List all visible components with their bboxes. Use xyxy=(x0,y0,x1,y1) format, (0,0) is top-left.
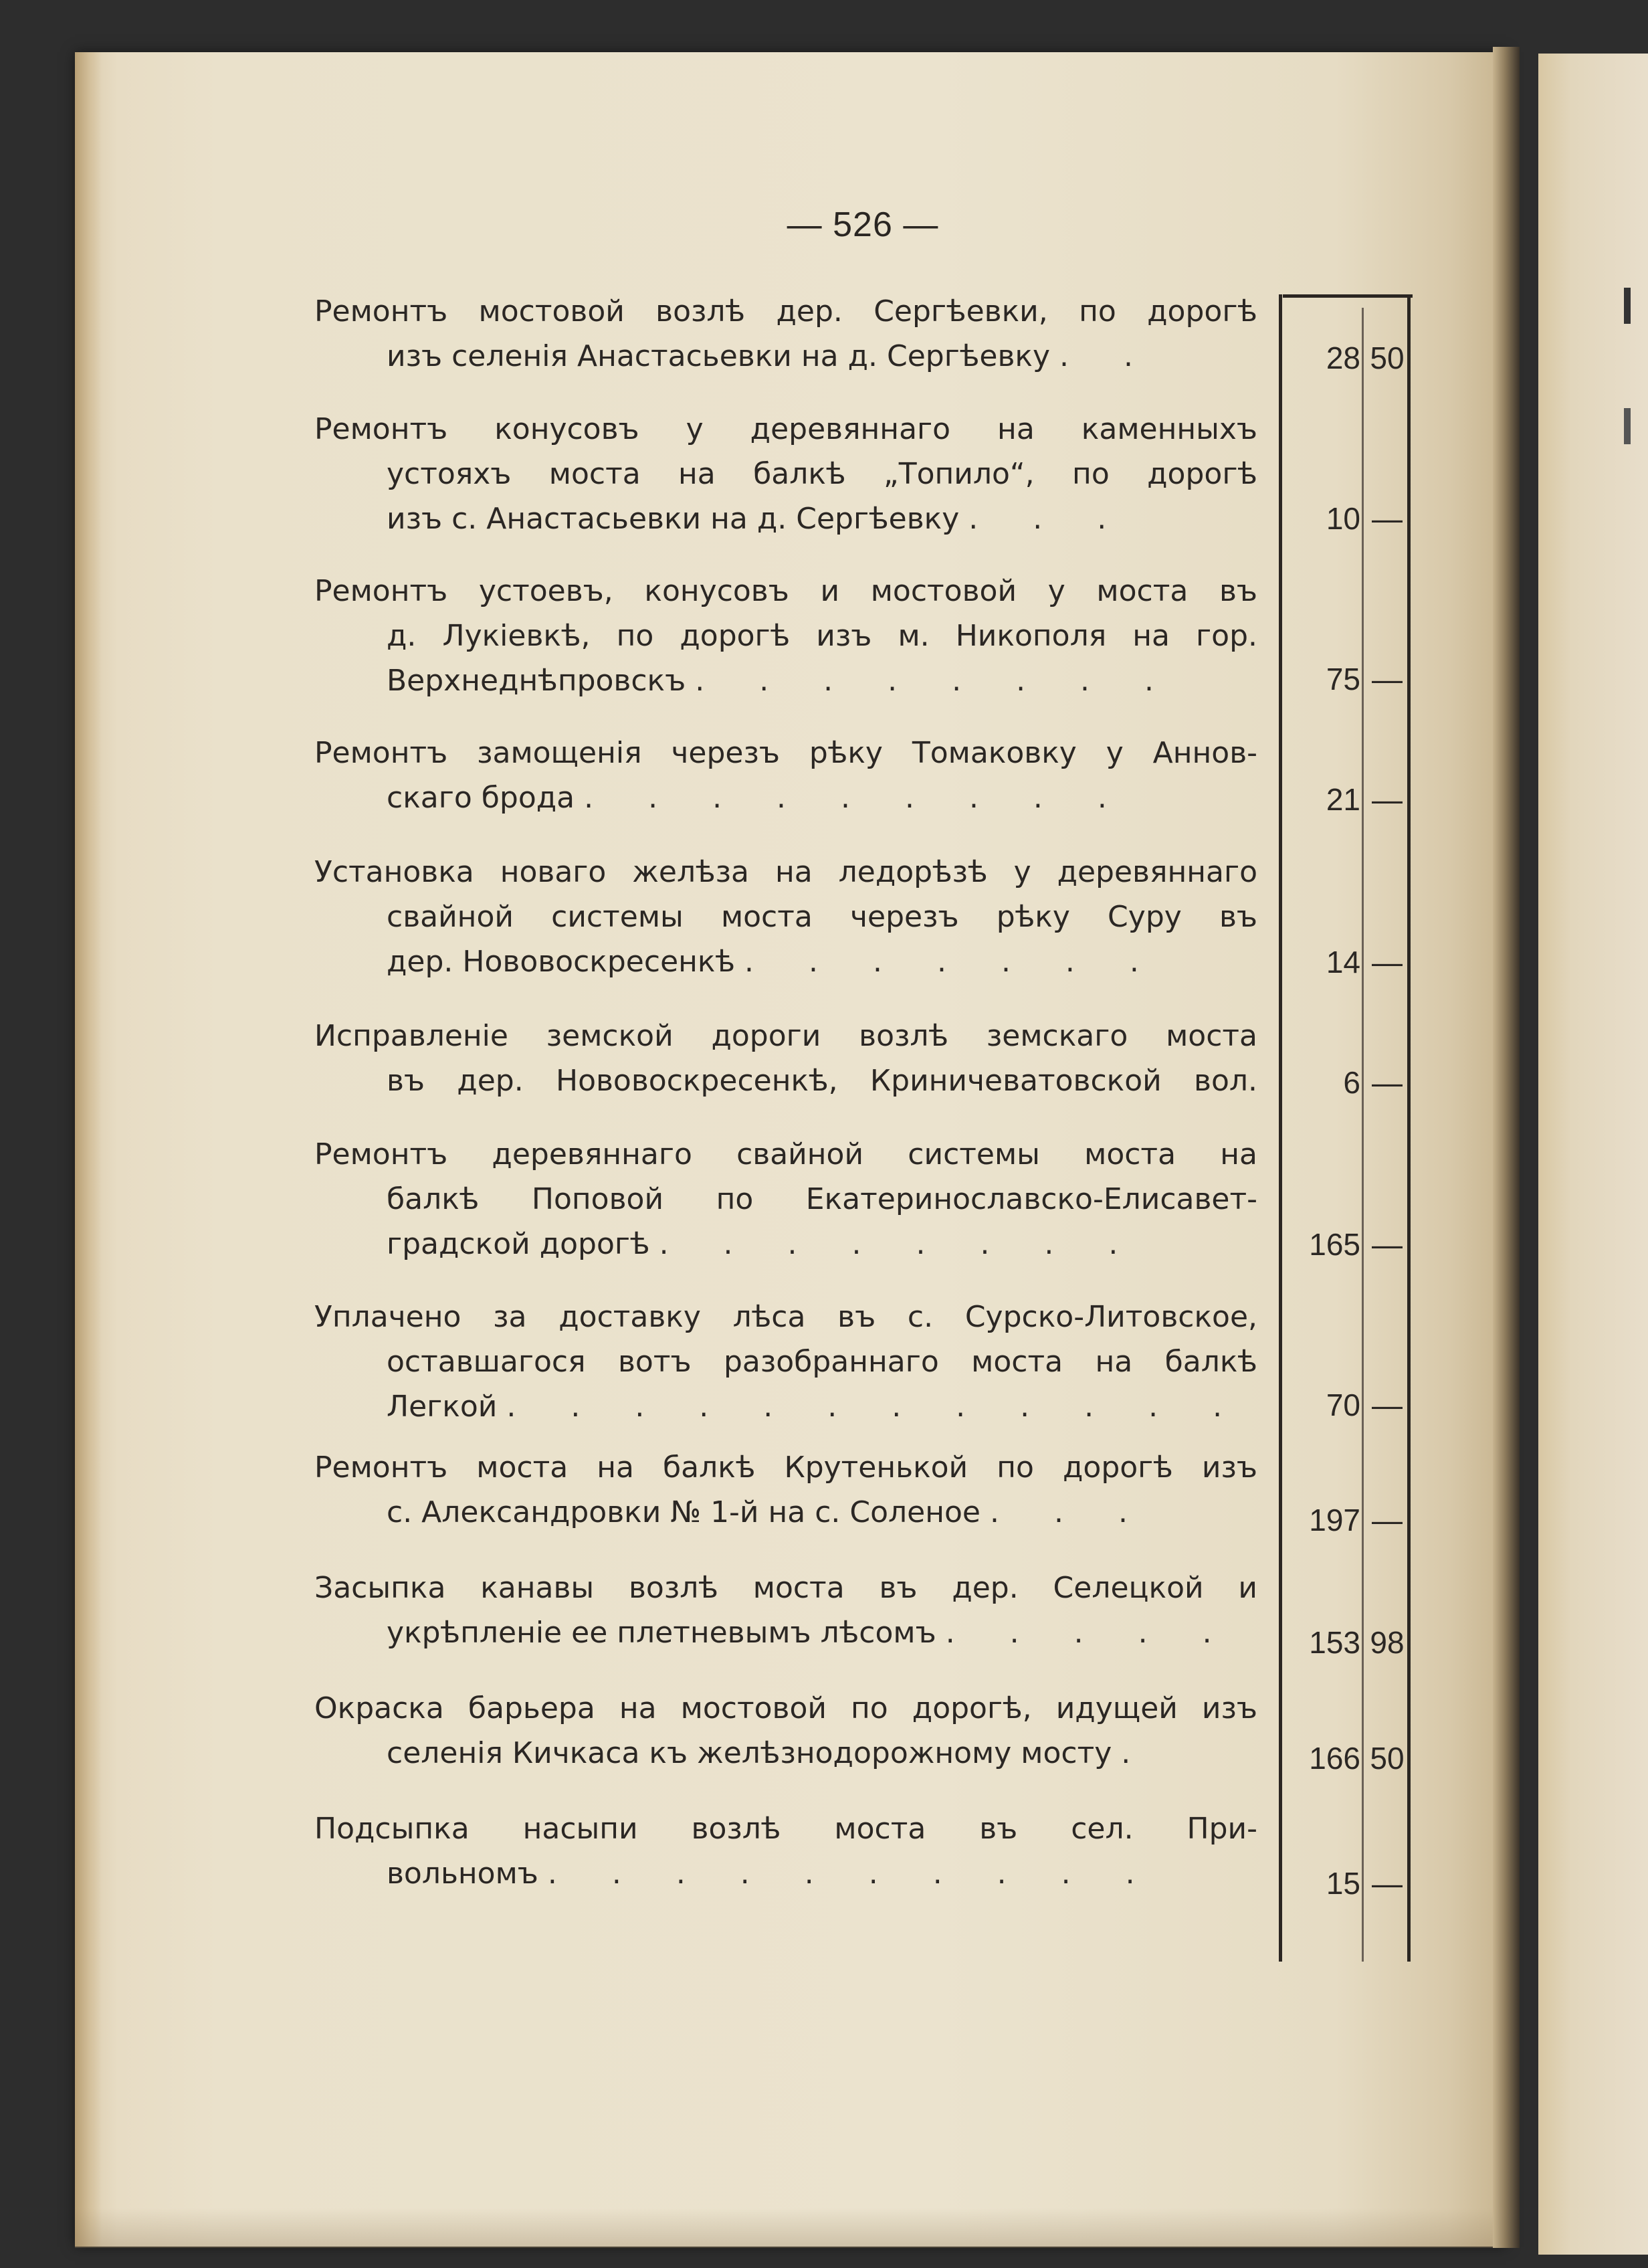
dot-leader: . . . . . . . . . . xyxy=(547,1857,1158,1891)
amount-kopecks: — xyxy=(1372,782,1403,817)
entry-text-line: свайной системы моста черезъ рѣку Суру въ xyxy=(387,900,1257,934)
amount-kopecks: — xyxy=(1372,1866,1403,1901)
amount xyxy=(1271,942,1411,982)
expense-entry xyxy=(314,1566,1257,1655)
expense-entry xyxy=(314,1686,1257,1776)
amount-kopecks: 98 xyxy=(1370,1625,1405,1660)
entry-text-line: Верхнеднѣпровскъ . . . . . . . . xyxy=(387,664,1177,698)
amount-kopecks: — xyxy=(1372,501,1403,536)
amount-kopecks: — xyxy=(1372,1065,1403,1100)
amount-rubles: 21 xyxy=(1326,782,1360,817)
amount-rubles: 6 xyxy=(1343,1065,1360,1100)
amount-rubles: 197 xyxy=(1309,1503,1360,1537)
amount xyxy=(1271,1385,1411,1425)
amount xyxy=(1271,338,1411,378)
amount-rubles: 75 xyxy=(1326,662,1360,696)
amount-kopecks: — xyxy=(1372,945,1403,979)
entry-text-line: оставшагося вотъ разобраннаго моста на балкѣ xyxy=(387,1345,1257,1379)
entry-text-line: изъ селенія Анастасьевки на д. Сергѣевку . . xyxy=(387,339,1156,373)
entry-text-line: балкѣ Поповой по Екатеринославско-Елисавет- xyxy=(387,1182,1257,1216)
expense-entry xyxy=(314,1445,1257,1535)
amount-rubles: 165 xyxy=(1309,1227,1360,1262)
entry-text-line: Засыпка канавы возлѣ моста въ дер. Селецкой и xyxy=(314,1571,1257,1605)
page-number: — 526 — xyxy=(787,205,939,244)
amount xyxy=(1271,1622,1411,1663)
entry-text-line: Ремонтъ конусовъ у деревяннаго на каменныхъ xyxy=(314,412,1257,446)
amount-kopecks: — xyxy=(1372,1388,1403,1422)
dot-leader: . . . . . . . . . xyxy=(584,781,1130,815)
dot-leader: . . . . . . . . xyxy=(659,1227,1141,1261)
book-gutter xyxy=(1493,47,1520,2248)
entry-text-line: укрѣпленіе ее плетневымъ лѣсомъ . . . . . xyxy=(387,1616,1235,1650)
dot-leader: . . xyxy=(1059,339,1156,373)
entry-text-line: с. Александровки № 1-й на с. Соленое . . . xyxy=(387,1495,1150,1529)
entry-text-line: Уплачено за доставку лѣса въ с. Сурско-Литовское, xyxy=(314,1300,1257,1334)
table-right-rule xyxy=(1407,294,1411,1962)
entry-text-line: Ремонтъ мостовой возлѣ дер. Сергѣевки, по дорогѣ xyxy=(314,294,1257,328)
dot-leader: . . . . . . . . . . . . xyxy=(506,1390,1245,1424)
expense-entry xyxy=(314,1295,1257,1429)
entry-text-line: Ремонтъ деревяннаго свайной системы моста на xyxy=(314,1137,1257,1171)
facing-page-edge xyxy=(1538,54,1648,2255)
page-bottom-shadow xyxy=(75,2208,1506,2248)
expense-entry xyxy=(314,569,1257,703)
amount xyxy=(1271,1863,1411,1903)
entry-text-line: скаго брода . . . . . . . . . xyxy=(387,781,1130,815)
amount-kopecks: — xyxy=(1372,662,1403,696)
amount xyxy=(1271,1224,1411,1264)
expense-entry xyxy=(314,1806,1257,1896)
entry-text-line: Легкой . . . . . . . . . . . . xyxy=(387,1390,1245,1424)
expense-entry xyxy=(314,1132,1257,1266)
entry-text-line: Ремонтъ моста на балкѣ Крутенькой по дорогѣ изъ xyxy=(314,1450,1257,1485)
expense-entry xyxy=(314,850,1257,984)
facing-page-glyph xyxy=(1624,288,1631,324)
expense-entry xyxy=(314,407,1257,541)
entry-text-line: Подсыпка насыпи возлѣ моста въ сел. При- xyxy=(314,1812,1257,1846)
entry-text-line: д. Лукіевкѣ, по дорогѣ изъ м. Никополя на гор. xyxy=(387,619,1257,653)
entry-text-line: въ дер. Нововоскресенкѣ, Криничеватовской вол. xyxy=(387,1064,1257,1098)
amount-rubles: 153 xyxy=(1309,1625,1360,1660)
entry-text-line: Окраска барьера на мостовой по дорогѣ, идущей изъ xyxy=(314,1691,1257,1725)
table-top-rule xyxy=(1283,294,1413,298)
amount xyxy=(1271,659,1411,699)
table-left-rule xyxy=(1279,294,1282,1962)
table-column-rule xyxy=(1362,308,1364,1962)
amount-kopecks: 50 xyxy=(1370,1741,1405,1776)
amount xyxy=(1271,1738,1411,1778)
amount xyxy=(1271,779,1411,820)
entry-text-line: градской дорогѣ . . . . . . . . xyxy=(387,1227,1141,1261)
expense-entry xyxy=(314,731,1257,820)
amount xyxy=(1271,498,1411,539)
amount-kopecks: — xyxy=(1372,1227,1403,1262)
entry-text-line: дер. Нововоскресенкѣ . . . . . . . xyxy=(387,945,1162,979)
amount-rubles: 10 xyxy=(1326,501,1360,536)
amount-kopecks: — xyxy=(1372,1503,1403,1537)
entry-text-line: устояхъ моста на балкѣ „Топило“, по дорогѣ xyxy=(387,457,1257,491)
entry-text-line: селенія Кичкаса къ желѣзнодорожному мосту . xyxy=(387,1736,1154,1770)
amount xyxy=(1271,1062,1411,1103)
amount-kopecks: 50 xyxy=(1370,341,1405,375)
entry-text-line: Установка новаго желѣза на ледорѣзѣ у деревяннаго xyxy=(314,855,1257,889)
amount-rubles: 28 xyxy=(1326,341,1360,375)
expense-entry xyxy=(314,289,1257,379)
amount xyxy=(1271,1500,1411,1540)
entry-text-line: Ремонтъ устоевъ, конусовъ и мостовой у моста въ xyxy=(314,574,1257,608)
dot-leader: . . . . . . . . xyxy=(695,664,1177,698)
amount-rubles: 15 xyxy=(1326,1866,1360,1901)
entry-text-line: изъ с. Анастасьевки на д. Сергѣевку . . . xyxy=(387,502,1130,536)
facing-page-glyph xyxy=(1624,408,1631,444)
page-edge xyxy=(75,52,102,2247)
expense-entry xyxy=(314,1014,1257,1103)
dot-leader: . . . xyxy=(968,502,1130,536)
dot-leader: . . . . . xyxy=(945,1616,1235,1650)
entry-text-line: вольномъ . . . . . . . . . . xyxy=(387,1857,1158,1891)
entry-text-line: Ремонтъ замощенія черезъ рѣку Томаковку у Аннов- xyxy=(314,736,1257,770)
dot-leader: . . . xyxy=(990,1495,1150,1529)
amount-rubles: 14 xyxy=(1326,945,1360,979)
entry-text-line: Исправленіе земской дороги возлѣ земскаго моста xyxy=(314,1019,1257,1053)
dot-leader: . xyxy=(1121,1736,1154,1770)
amount-rubles: 70 xyxy=(1326,1388,1360,1422)
amount-rubles: 166 xyxy=(1309,1741,1360,1776)
dot-leader: . . . . . . . xyxy=(744,945,1162,979)
